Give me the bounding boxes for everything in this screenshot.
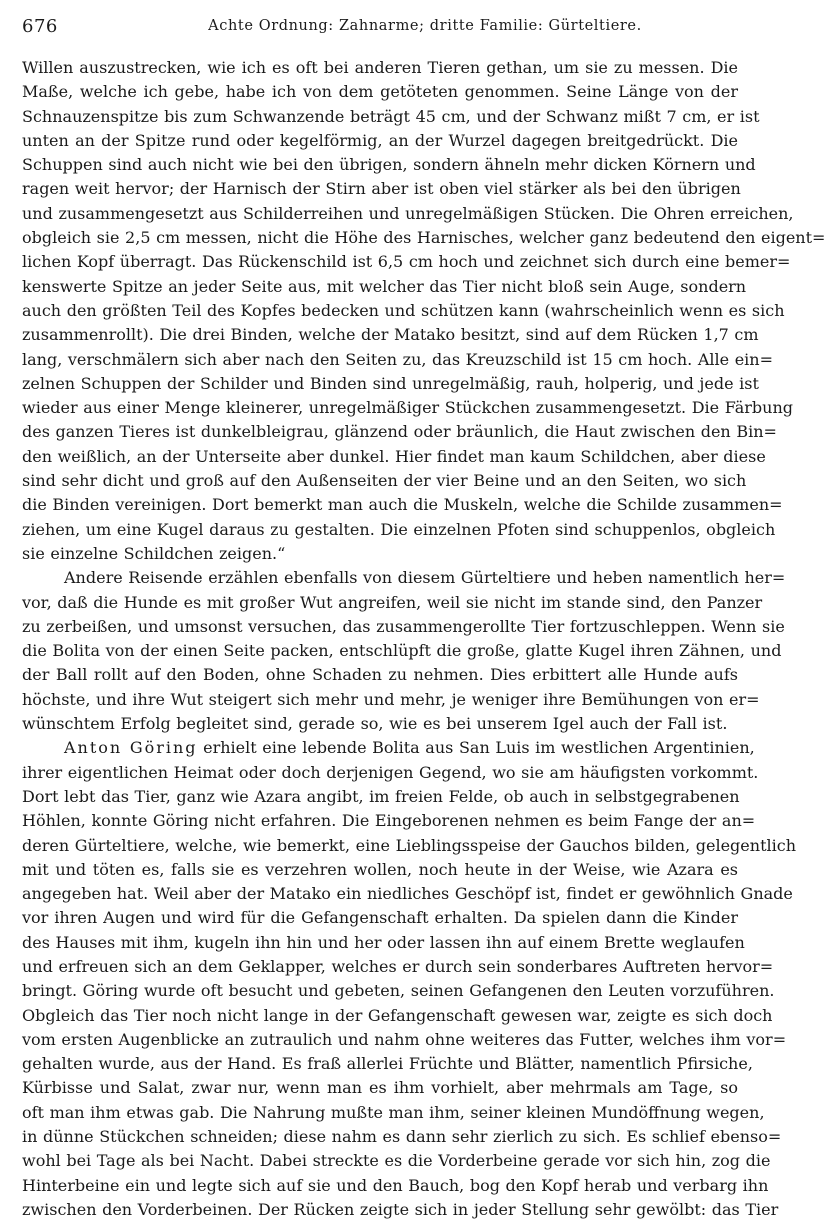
text-line: Hinterbeine ein und legte sich auf sie und den Bauch, bog den Kopf herab und verbarg ihn	[22, 1175, 769, 1195]
text-line: oft man ihm etwas gab. Die Nahrung mußte man ihm, seiner kleinen Mundöffnung wegen,	[22, 1102, 765, 1122]
paragraph	[22, 56, 825, 566]
text-line: Willen auszustrecken, wie ich es oft bei anderen Tieren gethan, um sie zu messen. Die	[22, 58, 738, 77]
text-line-rest: erhielt eine lebende Bolita aus San Luis im westlichen Argentinien,	[197, 738, 755, 758]
text-line: zelnen Schuppen der Schilder und Binden sind unregelmäßig, rauh, holperig, und jede ist	[22, 373, 759, 393]
body-text	[22, 56, 825, 1222]
text-line: wünschtem Erfolg begleitet sind, gerade so, wie es bei unserem Igel auch der Fall ist.	[22, 714, 728, 734]
text-line: zwischen den Vorderbeinen. Der Rücken zeigte sich in jeder Stellung sehr gewölbt: das Tier	[22, 1199, 779, 1219]
text-line: in dünne Stückchen schneiden; diese nahm es dann sehr zierlich zu sich. Es schlief ebenso=	[22, 1127, 782, 1147]
text-line: Schuppen sind auch nicht wie bei den übrigen, sondern ähneln mehr dicken Körnern und	[22, 155, 756, 175]
text-line: ragen weit hervor; der Harnisch der Stirn aber ist oben viel stärker als bei den übrigen	[22, 179, 741, 199]
text-line: Kürbisse und Salat, zwar nur, wenn man es ihm vorhielt, aber mehrmals am Tage, so	[22, 1078, 738, 1098]
text-line: kenswerte Spitze an jeder Seite aus, mit welcher das Tier nicht bloß sein Auge, sondern	[22, 276, 747, 296]
page-number: 676	[22, 16, 58, 37]
text-line: die Bolita von der einen Seite packen, entschlüpft die große, glatte Kugel ihren Zähnen, und	[22, 641, 782, 661]
text-line: lichen Kopf überragt. Das Rückenschild ist 6,5 cm hoch und zeichnet sich durch eine bemer=	[22, 252, 791, 272]
text-line: mit und töten es, falls sie es verzehren wollen, noch heute in der Weise, wie Azara es	[22, 859, 738, 879]
text-line: ziehen, um eine Kugel daraus zu gestalten. Die einzelnen Pfoten sind schuppenlos, obgleich	[22, 519, 776, 539]
text-line: Höhlen, konnte Göring nicht erfahren. Die Eingeborenen nehmen es beim Fange der an=	[22, 811, 756, 831]
text-line: Maße, welche ich gebe, habe ich von dem getöteten genommen. Seine Länge von der	[22, 82, 738, 102]
text-line: den weißlich, an der Unterseite aber dunkel. Hier findet man kaum Schildchen, aber diese	[22, 446, 766, 466]
text-line: gehalten wurde, aus der Hand. Es fraß allerlei Früchte und Blätter, namentlich Pfirsiche,	[22, 1054, 753, 1074]
text-line: des Hauses mit ihm, kugeln ihn hin und her oder lassen ihn auf einem Brette weglaufen	[22, 932, 745, 952]
text-line: deren Gürteltiere, welche, wie bemerkt, eine Lieblingsspeise der Gauchos bilden, gelegentlich	[22, 835, 796, 855]
text-line: und zusammengesetzt aus Schilderreihen und unregelmäßigen Stücken. Die Ohren erreichen,	[22, 203, 794, 223]
text-line: Dort lebt das Tier, ganz wie Azara angibt, im freien Felde, ob auch in selbstgegrabenen	[22, 786, 740, 806]
text-line: vom ersten Augenblicke an zutraulich und nahm ohne weiteres das Futter, welches ihm vor=	[22, 1029, 787, 1049]
text-line: sind sehr dicht und groß auf den Außenseiten der vier Beine und an den Seiten, wo sich	[22, 471, 747, 491]
text-line: angegeben hat. Weil aber der Matako ein niedliches Geschöpf ist, findet er gewöhnlich Gnade	[22, 884, 793, 904]
text-line: vor ihren Augen und wird für die Gefangenschaft erhalten. Da spielen dann die Kinder	[22, 908, 738, 928]
text-line: zusammenrollt). Die drei Binden, welche der Matako besitzt, sind auf dem Rücken 1,7 cm	[22, 325, 759, 345]
paragraph	[22, 736, 796, 1222]
text-line: die Binden vereinigen. Dort bemerkt man auch die Muskeln, welche die Schilde zusammen=	[22, 495, 783, 515]
text-line: auch den größten Teil des Kopfes bedecken und schützen kann (wahrscheinlich wenn es sich	[22, 300, 785, 320]
text-line: unten an der Spitze rund oder kegelförmig, an der Wurzel dagegen breitgedrückt. Die	[22, 130, 738, 150]
text-line: vor, daß die Hunde es mit großer Wut angreifen, weil sie nicht im stande sind, den Panzer	[22, 592, 763, 612]
text-line: der Ball rollt auf den Boden, ohne Schaden zu nehmen. Dies erbittert alle Hunde aufs	[22, 665, 738, 685]
text-line: wohl bei Tage als bei Nacht. Dabei streckte es die Vorderbeine gerade vor sich hin, zog die	[22, 1151, 771, 1171]
text-line: zu zerbeißen, und umsonst versuchen, das zusammengerollte Tier fortzuschleppen. Wenn sie	[22, 616, 785, 636]
running-title: Achte Ordnung: Zahnarme; dritte Familie: Gürteltiere.	[208, 18, 642, 34]
text-line: wieder aus einer Menge kleinerer, unregelmäßiger Stückchen zusammengesetzt. Die Färbung	[22, 398, 794, 418]
paragraph	[22, 566, 786, 736]
text-line: lang, verschmälern sich aber nach den Seiten zu, das Kreuzschild ist 15 cm hoch. Alle ein=	[22, 349, 773, 369]
text-line: obgleich sie 2,5 cm messen, nicht die Höhe des Harnisches, welcher ganz bedeutend den eigent=	[22, 228, 825, 248]
text-line: des ganzen Tieres ist dunkelbleigrau, glänzend oder bräunlich, die Haut zwischen den Bin=	[22, 422, 777, 442]
text-line: Schnauzenspitze bis zum Schwanzende beträgt 45 cm, und der Schwanz mißt 7 cm, er ist	[22, 106, 760, 126]
text-line: sie einzelne Schildchen zeigen.“	[22, 543, 286, 563]
text-line: Andere Reisende erzählen ebenfalls von diesem Gürteltiere und heben namentlich her=	[64, 568, 786, 588]
text-line: ihrer eigentlichen Heimat oder doch derjenigen Gegend, wo sie am häufigsten vorkommt.	[22, 762, 759, 782]
text-line: bringt. Göring wurde oft besucht und gebeten, seinen Gefangenen den Leuten vorzuführen.	[22, 981, 775, 1001]
text-line: und erfreuen sich an dem Geklapper, welches er durch sein sonderbares Auftreten hervor=	[22, 956, 774, 976]
text-line	[22, 736, 755, 760]
person-name: Anton Göring	[64, 738, 198, 758]
text-line: höchste, und ihre Wut steigert sich mehr und mehr, je weniger ihre Bemühungen von er=	[22, 689, 760, 709]
text-line: Obgleich das Tier noch nicht lange in der Gefangenschaft gewesen war, zeigte es sich doch	[22, 1005, 773, 1025]
page-header	[22, 16, 738, 42]
